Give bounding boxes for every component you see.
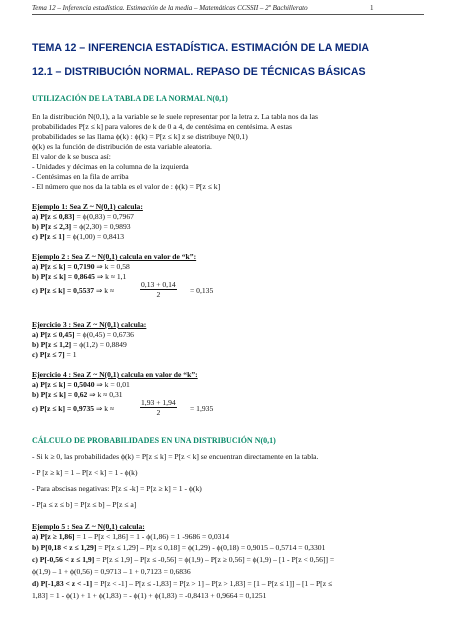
fraction: [140, 398, 177, 417]
fraction-result: = 1,935: [190, 404, 214, 413]
subsection-title-table: UTILIZACIÓN DE LA TABLA DE LA NORMAL N(0,1): [32, 94, 228, 103]
example-line: b) P[z ≤ k] = 0,8645 ⇒ k ≈ 1,1: [32, 272, 127, 281]
example-title: Ejercicio 3 : Sea Z ~ N(0,1) calcula:: [32, 320, 147, 329]
example-line: b) P[z ≤ k] = 0,62 ⇒ k ≈ 0,31: [32, 390, 123, 399]
fraction-denominator: 2: [156, 408, 161, 417]
example-title: Ejemplo 5 : Sea Z ~ N(0,1) calcula:: [32, 522, 145, 531]
intro-line: En la distribución N(0,1), a la variable se le suele representar por la letra z. La tabla nos da las: [32, 112, 318, 121]
rule-item: - P[a ≤ z ≤ b] = P[z ≤ b] – P[z ≤ a]: [32, 500, 137, 509]
example-line: a) P[z ≤ 0,45] = ϕ(0,45) = 0,6736: [32, 330, 134, 339]
fraction: [140, 280, 177, 299]
intro-line: - El número que nos da la tabla es el valor de : ϕ(k) = P[z ≤ k]: [32, 182, 221, 191]
intro-line: ϕ(k) es la función de distribución de esta variable aleatoria.: [32, 142, 212, 151]
example-line: b) P[0,18 < z ≤ 1,29] = P[z ≤ 1,29] – P[z ≤ 0,18] = ϕ(1,29) - ϕ(0,18) = 0,9015 – 0,5714 = 0,3301: [32, 543, 326, 552]
example-line: d) P[-1,83 < z < -1] = P[z < -1] – P[z ≤ -1,83] = P[z > 1] – P[z > 1,83] = [1 – P[z ≤ 1]] – [1 – P[z ≤: [32, 579, 333, 588]
intro-line: probabilidades se las llama ϕ(k) : ϕ(k) = P[z ≤ k] z se distribuye N(0,1): [32, 132, 248, 141]
fraction-denominator: 2: [156, 290, 161, 299]
fraction-result: = 0,135: [190, 286, 214, 295]
example-line: c) P[z ≤ 1] = ϕ(1,00) = 0,8413: [32, 232, 125, 241]
rule-item: - Para abscisas negativas: P[z ≤ -k] = P[z ≥ k] = 1 - ϕ(k): [32, 484, 202, 493]
example-title: Ejemplo 1: Sea Z ~ N(0,1) calcula:: [32, 202, 143, 211]
section-title: 12.1 – DISTRIBUCIÓN NORMAL. REPASO DE TÉCNICAS BÁSICAS: [32, 66, 366, 78]
example-line: a) P[z ≤ k] = 0,7190 ⇒ k = 0,58: [32, 262, 130, 271]
intro-line: probabilidades P[z ≤ k] para valores de k de 0 a 4, de centésima en centésima. A estas: [32, 122, 292, 131]
example-title: Ejemplo 2 : Sea Z ~ N(0,1) calcula en valor de “k”:: [32, 252, 197, 261]
example-line: c) P[z ≤ k] = 0,5537 ⇒ k ≈: [32, 286, 115, 295]
page-number: 1: [370, 4, 374, 12]
intro-line: - Centésimas en la fila de arriba: [32, 172, 129, 181]
example-line: a) P[z ≤ 0,83] = ϕ(0,83) = 0,7967: [32, 212, 134, 221]
example-line: a) P[z ≤ k] = 0,5040 ⇒ k = 0,01: [32, 380, 130, 389]
example-line: ϕ(1,9) – 1 + ϕ(0,56) = 0,9713 – 1 + 0,7123 = 0,6836: [32, 567, 191, 576]
example-line: a) P[z ≥ 1,86] = 1 – P[z < 1,86] = 1 - ϕ(1,86) = 1 -9686 = 0,0314: [32, 532, 230, 541]
example-line: b) P[z ≤ 2,3] = ϕ(2,30) = 0,9893: [32, 222, 131, 231]
example-line: c) P[z ≤ 7] = 1: [32, 350, 77, 359]
header-title: Tema 12 – Inferencia estadística. Estimación de la media – Matemáticas CCSSII – 2º Bachillerato: [32, 4, 308, 12]
rule-item: - P [z ≥ k] = 1 – P[z < k] = 1 - ϕ(k): [32, 468, 138, 477]
chapter-title: TEMA 12 – INFERENCIA ESTADÍSTICA. ESTIMACIÓN DE LA MEDIA: [32, 42, 370, 54]
example-line: c) P[-0,56 < z ≤ 1,9] = P[z ≤ 1,9] – P[z ≤ -0,56] = ϕ(1,9) – P[z ≥ 0,56] = ϕ(1,9) – [1 - P[z < 0,56]] =: [32, 555, 335, 564]
rule-item: - Si k ≥ 0, las probabilidades ϕ(k) = P[z ≤ k] = P[z < k] se encuentran directamente en la tabla.: [32, 452, 319, 461]
fraction-numerator: 0,13 + 0,14: [141, 280, 176, 289]
example-line: 1,83] = 1 - ϕ(1) + 1 + ϕ(1,83) = - ϕ(1) + ϕ(1,83) = -0,8413 + 0,9664 = 0,1251: [32, 591, 267, 600]
fraction-numerator: 1,93 + 1,94: [141, 398, 176, 407]
example-line: c) P[z ≤ k] = 0,9735 ⇒ k ≈: [32, 404, 115, 413]
header-rule: [32, 14, 424, 15]
intro-line: - Unidades y décimas en la columna de la izquierda: [32, 162, 189, 171]
example-line: b) P[z ≤ 1,2] = ϕ(1,2) = 0,8849: [32, 340, 127, 349]
page-header: [32, 4, 374, 12]
intro-line: El valor de k se busca así:: [32, 152, 111, 161]
subsection-title-probabilities: CÁLCULO DE PROBABILIDADES EN UNA DISTRIBUCIÓN N(0,1): [32, 436, 276, 445]
example-title: Ejercicio 4 : Sea Z ~ N(0,1) calcula en valor de “k”:: [32, 370, 198, 379]
